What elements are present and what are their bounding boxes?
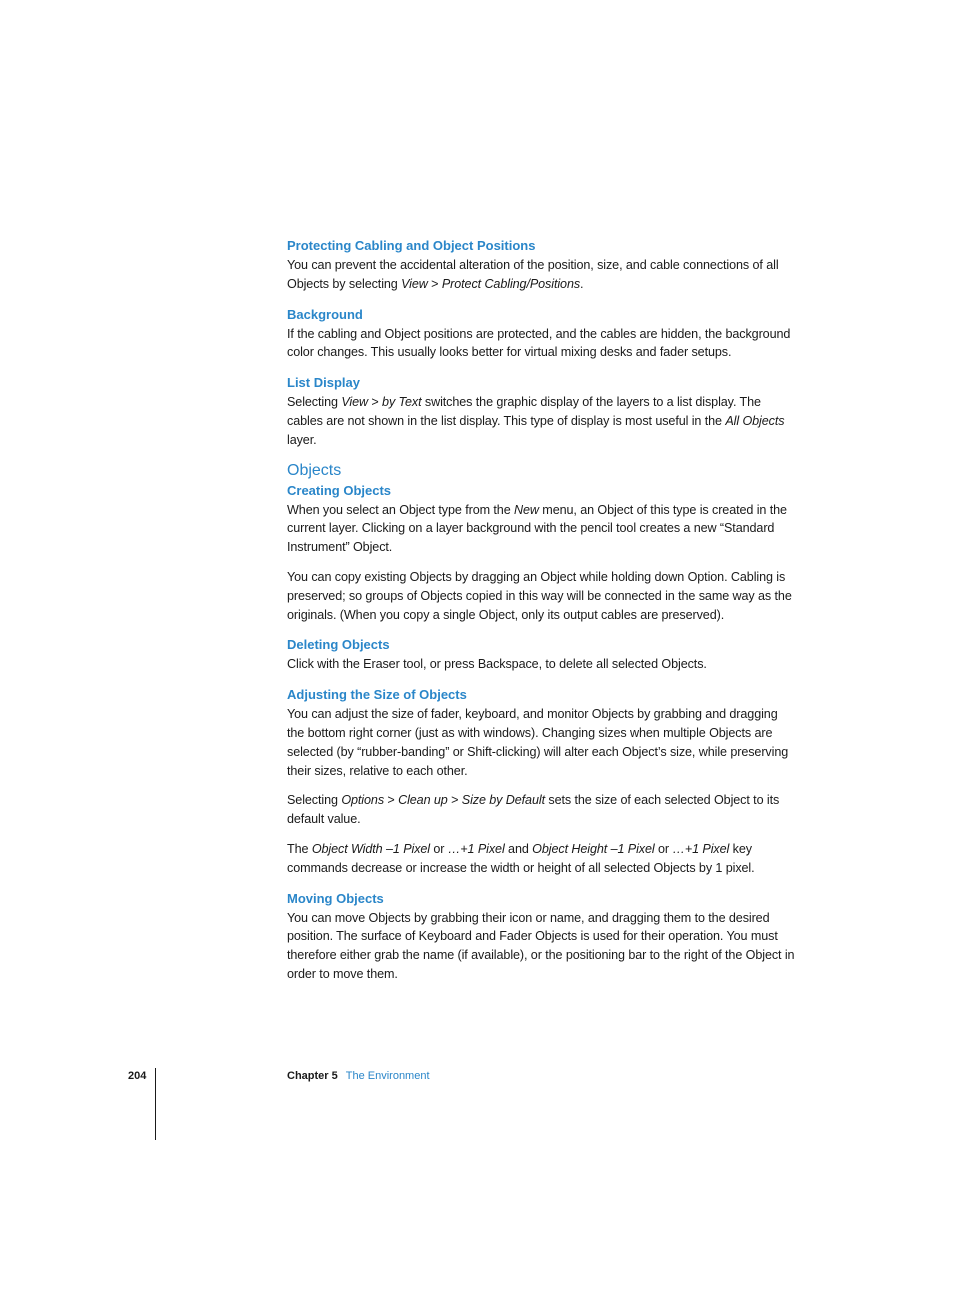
heading-deleting-objects: Deleting Objects <box>287 637 390 653</box>
paragraph-list-display: Selecting View > by Text switches the graphic display of the layers to a list display. The cables are not shown in the list display. This type of display is most useful in the All Objects layer. <box>287 395 785 447</box>
paragraph-adjusting-size-1: You can adjust the size of fader, keyboard, and monitor Objects by grabbing and dragging the bottom right corner (just as with windows). Changing sizes when multiple Objects are selected (by “rubber-banding” or Shift-clicking) will alter each Object’s size, while preserving their sizes, relative to each other. <box>287 707 789 778</box>
paragraph-adjusting-size-3: The Object Width –1 Pixel or …+1 Pixel and Object Height –1 Pixel or …+1 Pixel key commands decrease or increase the width or height of all selected Objects by 1 pixel. <box>287 841 755 875</box>
heading-creating-objects: Creating Objects <box>287 482 392 498</box>
chapter-title: The Environment <box>345 1070 430 1082</box>
paragraph-adjusting-size-2: Selecting Options > Clean up > Size by Default sets the size of each selected Object to its default value. <box>287 793 780 827</box>
paragraph-deleting-objects: Click with the Eraser tool, or press Backspace, to delete all selected Objects. <box>287 657 707 672</box>
footer-chapter <box>287 1070 430 1082</box>
paragraph-background: If the cabling and Object positions are protected, and the cables are hidden, the background color changes. This usually looks better for virtual mixing desks and fader setups. <box>287 326 791 360</box>
paragraph-creating-objects-2: You can copy existing Objects by dragging an Object while holding down Option. Cabling is preserved; so groups of Objects copied in this way will be connected in the same way as the originals. (When you copy a single Object, only its output cables are preserved). <box>287 569 792 622</box>
paragraph-moving-objects: You can move Objects by grabbing their icon or name, and dragging them to the desired position. The surface of Keyboard and Fader Objects is used for their operation. You must therefore either grab the name (if available), or the positioning bar to the right of the Object in order to move them. <box>287 910 795 981</box>
heading-objects: Objects <box>287 461 342 479</box>
heading-adjusting-size: Adjusting the Size of Objects <box>287 687 467 703</box>
heading-list-display: List Display <box>287 375 360 391</box>
paragraph-creating-objects-1: When you select an Object type from the New menu, an Object of this type is created in the current layer. Clicking on a layer background with the pencil tool creates a new “Standard Instrument” Object. <box>287 502 787 555</box>
heading-protecting-cabling: Protecting Cabling and Object Positions <box>287 238 536 253</box>
page-number: 204 <box>128 1070 147 1082</box>
heading-moving-objects: Moving Objects <box>287 890 384 906</box>
paragraph-protecting-cabling: You can prevent the accidental alteration of the position, size, and cable connections of all Objects by selecting View > Protect Cabling/Positions. <box>287 258 779 291</box>
chapter-label: Chapter 5 <box>287 1070 338 1082</box>
page-content <box>287 236 797 995</box>
heading-background: Background <box>287 306 363 322</box>
footer-divider <box>155 1068 156 1140</box>
